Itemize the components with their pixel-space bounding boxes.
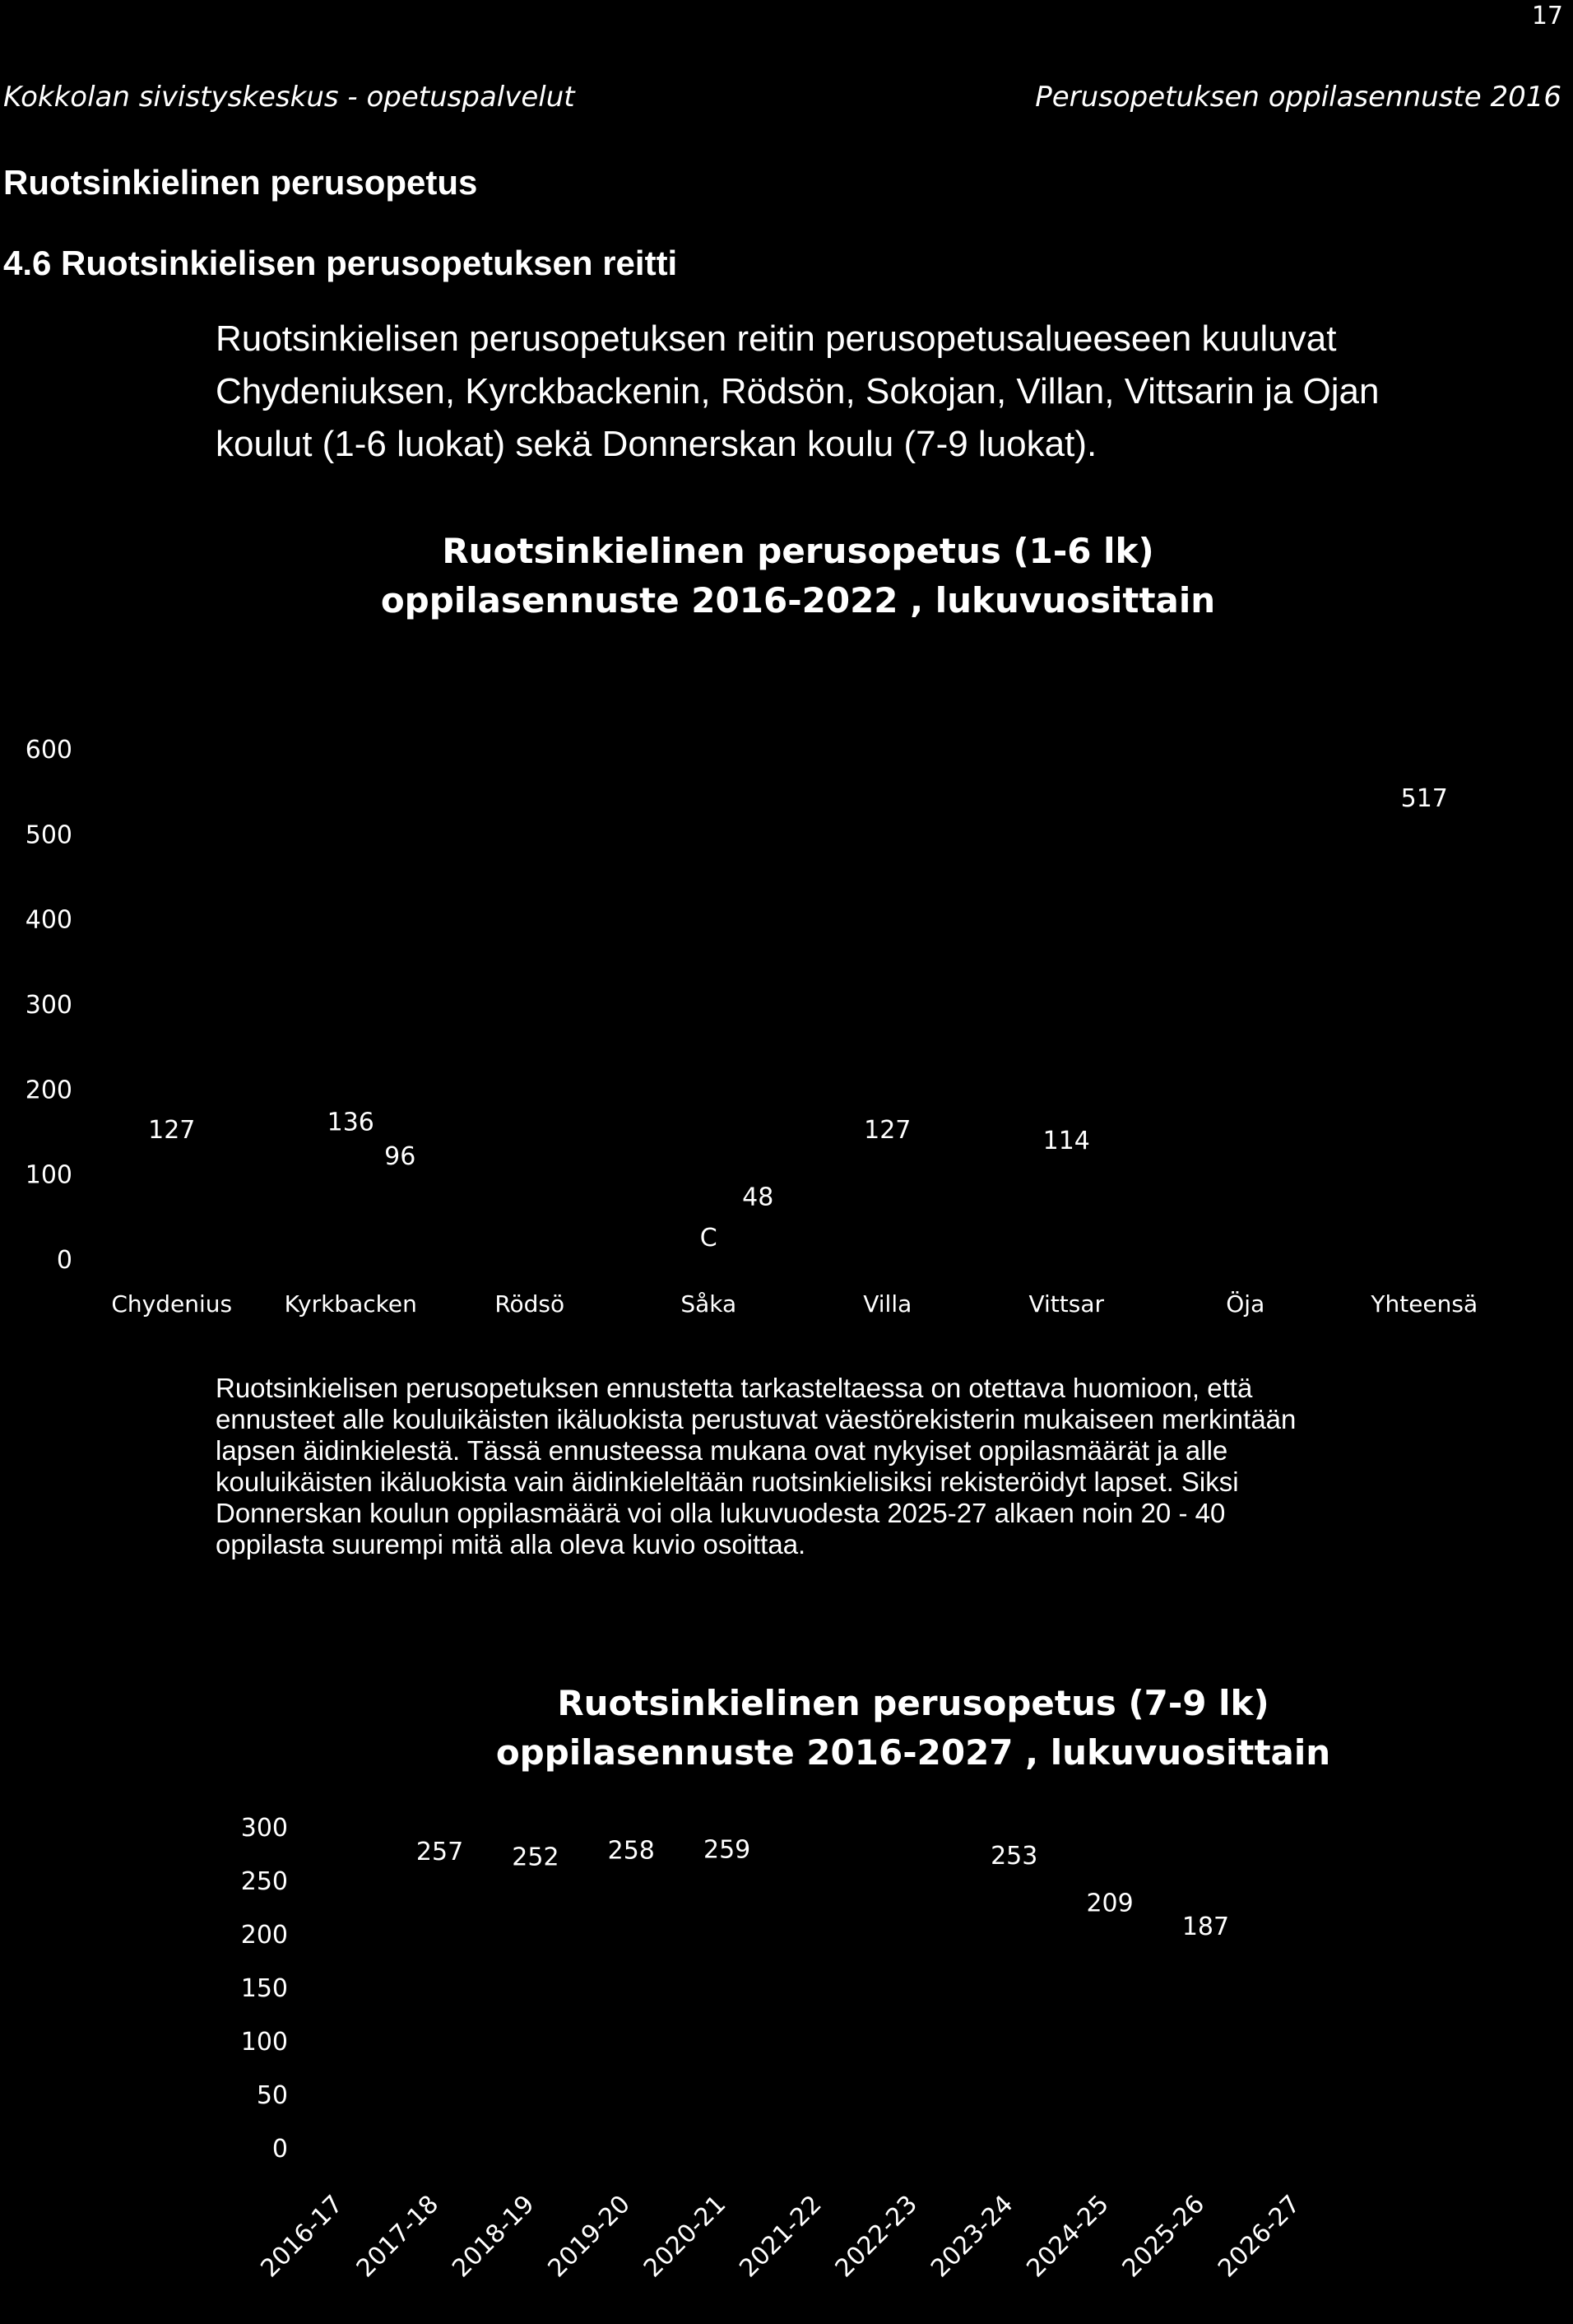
x-tick-label: Såka [680, 1290, 737, 1318]
x-tick-label: 2023-24 [925, 2189, 1019, 2284]
x-tick-label: Villa [863, 1290, 912, 1318]
y-tick-label: 200 [240, 1921, 288, 1950]
data-label: 258 [607, 1836, 655, 1866]
note-paragraph [216, 1373, 1532, 1560]
section-heading: Ruotsinkielinen perusopetus [3, 163, 478, 202]
y-tick-label: 150 [240, 1974, 288, 2003]
x-tick-label: Yhteensä [1371, 1290, 1478, 1318]
x-tick-label: 2017-18 [350, 2189, 445, 2284]
data-label: 127 [864, 1115, 912, 1145]
data-label: 187 [1181, 1912, 1230, 1941]
x-tick-label: Kyrkbacken [284, 1290, 417, 1318]
x-tick-label: 2018-19 [447, 2189, 541, 2284]
note-line: ennusteet alle kouluikäisten ikäluokista perustuvat väestörekisterin mukaiseen merkintään [216, 1404, 1297, 1434]
y-tick-label: 300 [240, 1814, 288, 1843]
chart1-title [346, 527, 1251, 625]
note-line: Ruotsinkielisen perusopetuksen ennustetta tarkasteltaessa on otettava huomioon, että [216, 1373, 1253, 1403]
data-label: 259 [703, 1835, 751, 1865]
intro-line: Ruotsinkielisen perusopetuksen reitin perusopetusalueeseen kuuluvat [216, 318, 1337, 359]
y-tick-label: 50 [256, 2081, 288, 2110]
y-tick-label: 400 [25, 905, 72, 935]
data-label: 114 [1042, 1127, 1090, 1156]
chart1-plot [0, 708, 1573, 1333]
y-tick-label: 250 [240, 1867, 288, 1896]
x-tick-label: 2025-26 [1116, 2189, 1211, 2284]
note-line: lapsen äidinkielestä. Tässä ennusteessa mukana ovat nykyiset oppilasmäärät ja alle [216, 1435, 1228, 1466]
running-header-right: Perusopetuksen oppilasennuste 2016 [1035, 81, 1561, 114]
y-tick-label: 500 [25, 820, 72, 850]
x-tick-label: 2020-21 [638, 2189, 732, 2284]
chart1-title-line: Ruotsinkielinen perusopetus (1-6 lk) [442, 531, 1154, 571]
subsection-heading: 4.6 Ruotsinkielisen perusopetuksen reitti [3, 244, 678, 282]
x-tick-label: 2021-22 [734, 2189, 828, 2284]
intro-paragraph [216, 313, 1532, 471]
data-label: 517 [1400, 783, 1448, 813]
intro-line: Chydeniuksen, Kyrckbackenin, Rödsön, Sokojan, Villan, Vittsarin ja Ojan [216, 371, 1380, 411]
y-tick-label: 0 [271, 2135, 288, 2164]
data-label: 136 [327, 1108, 374, 1137]
data-label: 252 [512, 1843, 559, 1872]
data-label: C [699, 1224, 717, 1253]
note-line: kouluikäisten ikäluokista vain äidinkieleltään ruotsinkielisiksi rekisteröidyt lapset. Siksi [216, 1466, 1239, 1497]
chart2-plot [0, 1794, 1573, 2324]
page-number: 17 [1531, 2, 1563, 30]
x-tick-label: 2026-27 [1213, 2189, 1306, 2284]
x-tick-label: 2019-20 [542, 2189, 636, 2284]
data-label: 48 [742, 1183, 774, 1212]
x-tick-label: 2016-17 [255, 2189, 349, 2284]
y-tick-label: 300 [25, 991, 72, 1020]
data-label: 127 [148, 1115, 196, 1145]
x-tick-label: Öja [1226, 1290, 1265, 1318]
chart2-title-line: oppilasennuste 2016-2027 , lukuvuosittain [495, 1732, 1331, 1773]
intro-line: koulut (1-6 luokat) sekä Donnerskan koulu (7-9 luokat). [216, 424, 1097, 464]
x-tick-label: Vittsar [1028, 1290, 1105, 1318]
note-line: Donnerskan koulun oppilasmäärä voi olla lukuvuodesta 2025-27 alkaen noin 20 - 40 [216, 1498, 1226, 1528]
data-label: 96 [384, 1141, 416, 1171]
data-label: 257 [415, 1837, 464, 1866]
x-tick-label: Chydenius [111, 1290, 233, 1318]
y-tick-label: 200 [25, 1076, 72, 1105]
y-tick-label: 600 [25, 736, 72, 765]
data-label: 253 [991, 1842, 1038, 1871]
chart2-title-line: Ruotsinkielinen perusopetus (7-9 lk) [557, 1683, 1269, 1723]
y-tick-label: 0 [56, 1246, 72, 1275]
x-tick-label: Rödsö [494, 1290, 565, 1318]
x-tick-label: 2024-25 [1021, 2189, 1115, 2284]
running-header-left: Kokkolan sivistyskeskus - opetuspalvelut [3, 81, 575, 114]
note-line: oppilasta suurempi mitä alla oleva kuvio osoittaa. [216, 1529, 806, 1559]
chart1-title-line: oppilasennuste 2016-2022 , lukuvuosittain [380, 580, 1216, 621]
y-tick-label: 100 [240, 2028, 288, 2057]
chart2-title [461, 1679, 1366, 1778]
y-tick-label: 100 [25, 1160, 72, 1190]
data-label: 209 [1086, 1889, 1134, 1918]
x-tick-label: 2022-23 [829, 2189, 924, 2284]
